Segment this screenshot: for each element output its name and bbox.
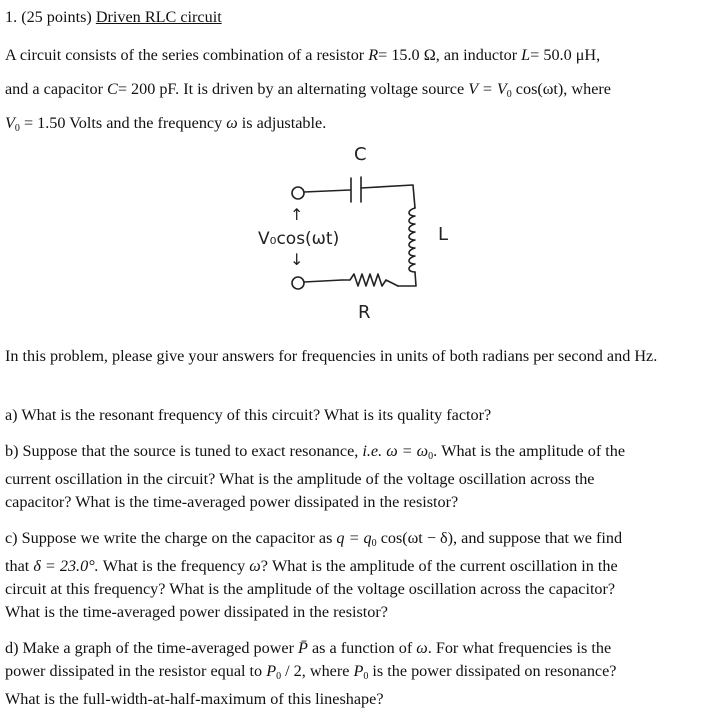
omega-symbol: ω [249,557,261,575]
question-c-line-4: What is the time-averaged power dissipated in the resistor? [5,603,388,621]
question-text: . What is the amplitude of the [433,442,626,460]
question-text: . For what frequencies is the [427,639,612,657]
resistor-value: = 15.0 Ω, [378,46,440,64]
problem-title: Driven RLC circuit [95,8,222,26]
problem-points: (25 points) [21,8,92,26]
intro-text: = 1.50 Volts and the frequency [23,114,223,132]
top-wire [304,190,350,192]
question-a: a) What is the resonant frequency of this circuit? What is its quality factor? [5,406,492,424]
question-c [5,527,705,624]
question-text: is the power dissipated on resonance? [372,662,617,680]
intro-paragraph [5,38,705,140]
v0-symbol: V [5,114,15,132]
average-power-symbol: P̄ [298,639,308,657]
resistor-symbol: R [368,46,379,64]
v0-subscript: 0 [14,123,20,134]
source-label: V₀cos(ωt) [258,229,340,249]
question-text: What is the frequency [102,557,246,575]
question-c-line-3: circuit at this frequency? What is the amplitude of the voltage oscillation across the capacitor? [5,580,616,598]
voltage-subscript: 0 [506,89,512,100]
question-d-line-1 [5,637,705,660]
intro-line-2 [5,72,705,106]
inductor-bottom-wire [398,272,416,286]
p0-symbol: P [266,662,277,680]
question-text: where [309,662,350,680]
question-b [5,440,705,514]
p0-symbol: P [353,662,364,680]
problem-heading [5,6,705,29]
question-text: ? What is the amplitude of the current oscillation in the [260,557,618,575]
capacitor-label: C [354,144,367,165]
question-text: as a function of [311,639,413,657]
question-b-line-2: current oscillation in the circuit? What is the amplitude of the voltage oscillation across the [5,470,595,488]
intro-line-1 [5,38,705,72]
p0-subscript: 0 [276,671,282,682]
capacitor-symbol: C [107,80,118,98]
question-b-line-1 [5,440,705,468]
question-b-line-3: capacitor? What is the time-averaged power dissipated in the resistor? [5,493,459,511]
question-d-line-3: What is the full-width-at-half-maximum of this lineshape? [5,690,384,708]
q0-subscript: 0 [371,538,377,549]
omega-symbol: ω [226,114,238,132]
charge-equation: q = q [336,529,372,547]
inductor-label: L [438,224,449,245]
inductor-coil-icon [409,208,415,272]
resistor-label: R [358,302,371,323]
intro-text: It is driven by an alternating voltage source [183,80,465,98]
charge-cos: cos(ωt − δ), [380,529,458,547]
question-c-line-2 [5,555,705,578]
omega0-subscript: 0 [428,451,434,462]
arrow-down-icon: ↓ [290,250,304,269]
bottom-wire [304,280,342,282]
question-text: that [5,557,30,575]
question-d [5,637,705,711]
delta-value: δ = 23.0°. [33,557,99,575]
question-text: c) Suppose we write the charge on the capacitor as [5,529,333,547]
intro-line-3 [5,106,705,140]
top-terminal-icon [292,187,304,199]
inductor-value: = 50.0 μH, [530,46,601,64]
units-note: In this problem, please give your answers for frequencies in units of both radians per second and Hz. [5,347,658,365]
problem-number: 1. [5,8,18,26]
rlc-circuit-diagram [250,140,470,325]
half-expression: / 2, [285,662,306,680]
ie-text: i.e. [362,442,383,460]
p0-subscript: 0 [363,671,369,682]
omega-symbol: ω [416,639,428,657]
cap-right-wire [361,185,415,208]
voltage-cos: cos(ωt), [515,80,568,98]
intro-text: and a capacitor [5,80,103,98]
question-text: d) Make a graph of the time-averaged power [5,639,294,657]
voltage-equation: V = V [468,80,507,98]
bottom-terminal-icon [292,277,304,289]
capacitor-value: = 200 pF. [117,80,180,98]
intro-text: where [571,80,611,98]
intro-text: is adjustable. [241,114,327,132]
inductor-symbol: L [521,46,531,64]
question-d-line-2 [5,660,705,688]
intro-text: A circuit consists of the series combination of a resistor [5,46,365,64]
arrow-up-icon: ↑ [290,205,304,224]
question-text: b) Suppose that the source is tuned to exact resonance, [5,442,359,460]
question-text: power dissipated in the resistor equal to [5,662,263,680]
question-text: and suppose that we find [461,529,623,547]
resistor-zigzag-icon [342,274,398,286]
intro-text: an inductor [443,46,518,64]
question-c-line-1 [5,527,705,555]
resonance-equation: ω = ω [386,442,429,460]
